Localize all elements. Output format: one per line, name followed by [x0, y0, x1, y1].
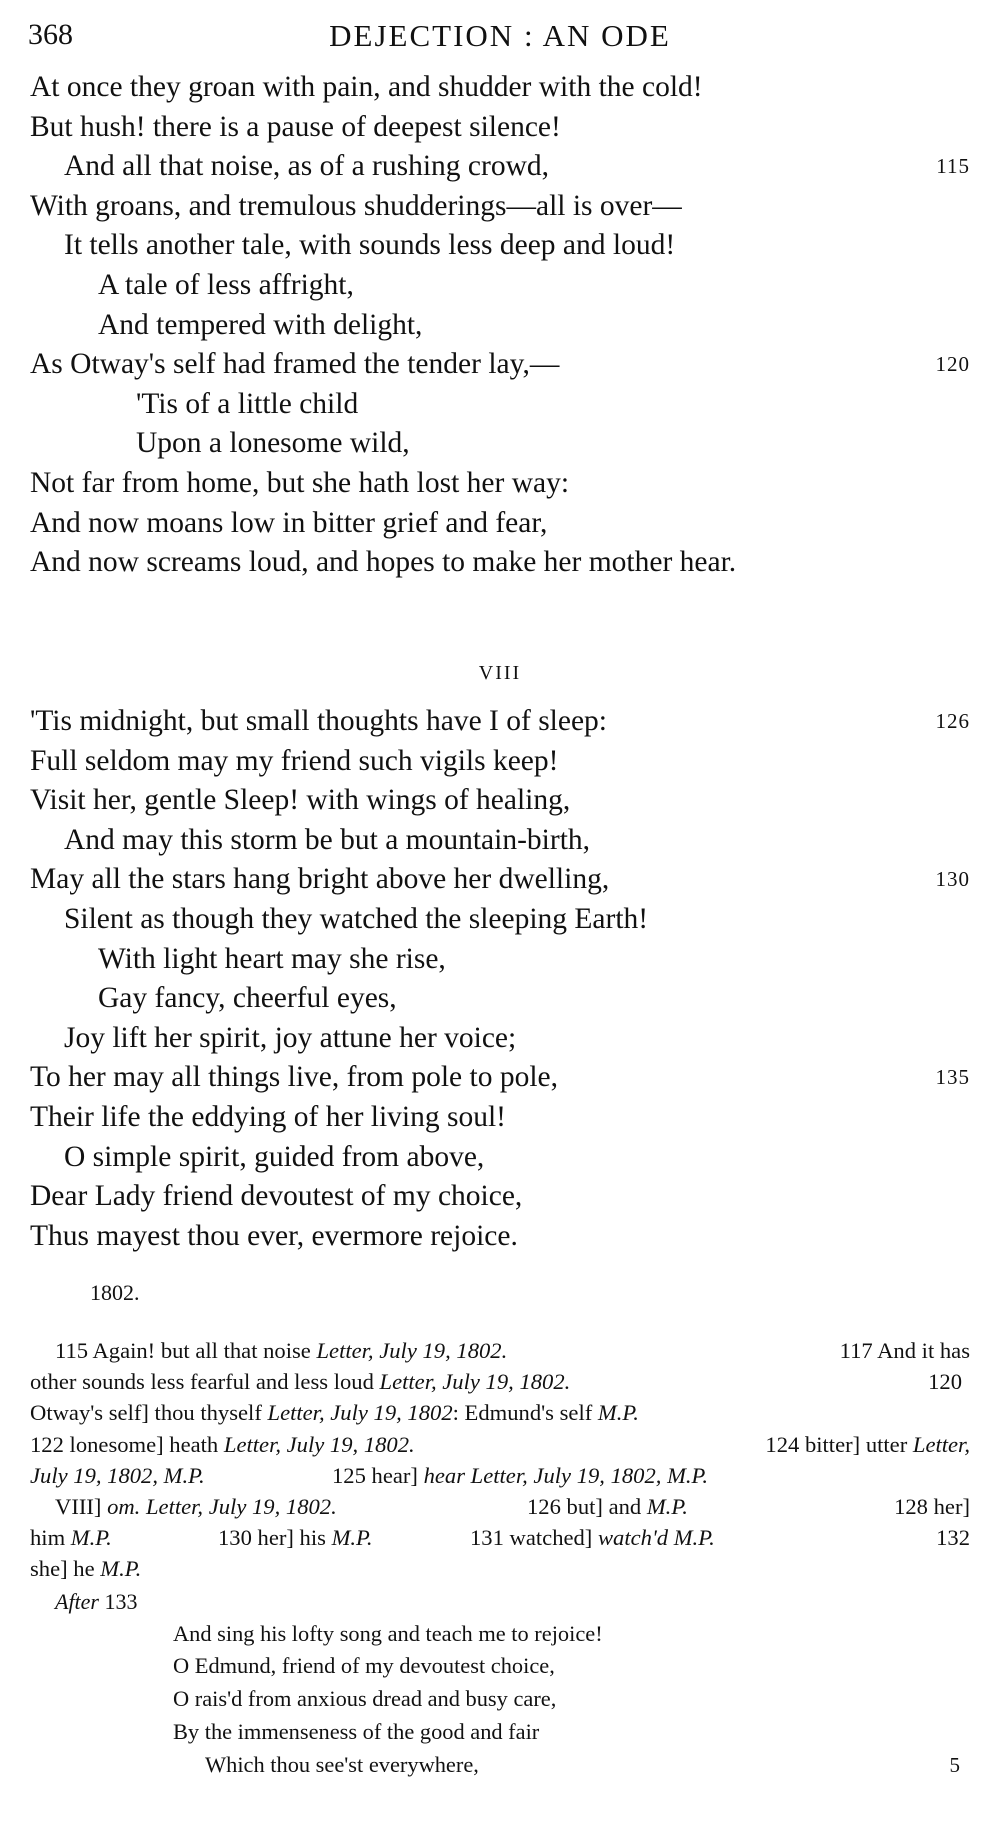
note-text: VIII] — [55, 1493, 108, 1519]
poem-line-text: Full seldom may my friend such vigils keep! — [30, 744, 559, 777]
poem-line-text: With light heart may she rise, — [98, 942, 446, 975]
poem-line-text: But hush! there is a pause of deepest silence! — [30, 110, 561, 143]
note-text: 115 Again! but all that noise — [55, 1338, 317, 1363]
poem-line — [30, 504, 970, 544]
line-number: 126 — [935, 709, 970, 733]
poem-line — [30, 1217, 970, 1257]
note-source: Letter, — [912, 1431, 970, 1457]
poem-line — [30, 187, 970, 227]
running-title: DEJECTION : AN ODE — [329, 18, 671, 53]
note-text: 125 hear] — [332, 1462, 424, 1488]
poem-line — [30, 742, 970, 782]
note-text: 126 but] and — [527, 1493, 647, 1519]
poem-line — [30, 543, 970, 583]
quoted-line — [30, 1683, 970, 1716]
line-number: 130 — [935, 867, 970, 892]
poem-line — [30, 1058, 970, 1098]
note-source: M.P. — [597, 1400, 639, 1426]
poem-stanza-viii — [30, 702, 970, 1256]
poem-line-text: As Otway's self had framed the tender lay,— — [30, 348, 560, 381]
poem-line — [30, 979, 970, 1019]
poem-line-text: Not far from home, but she hath lost her way: — [30, 466, 570, 499]
poem-line-text: Upon a lonesome wild, — [136, 427, 410, 460]
poem-line-text: It tells another tale, with sounds less deep and loud! — [64, 229, 676, 262]
note-text: 130 her] his — [218, 1525, 332, 1551]
poem-date: 1802. — [90, 1280, 140, 1305]
poem-line — [30, 385, 970, 425]
poem-line-text: And now moans low in bitter grief and fear, — [30, 506, 548, 539]
poem-line — [30, 226, 970, 266]
note-line — [30, 1335, 970, 1366]
running-head — [28, 14, 972, 62]
note-text: 120 — [928, 1369, 962, 1395]
poem-line-text: Visit her, gentle Sleep! with wings of healing, — [30, 784, 571, 817]
quoted-line — [30, 1618, 970, 1651]
poem-line — [30, 68, 970, 108]
note-text: 132 — [936, 1525, 970, 1551]
note-text: 131 watched] — [470, 1525, 598, 1551]
quoted-line — [30, 1749, 970, 1782]
poem-line-text: O simple spirit, guided from above, — [64, 1140, 485, 1173]
note-line — [30, 1397, 970, 1428]
poem-line — [30, 1098, 970, 1138]
note-source: M.P. — [331, 1525, 373, 1551]
poem-line-text: Their life the eddying of her living soul! — [30, 1100, 506, 1133]
note-line — [30, 1429, 970, 1460]
poem-line-text: 'Tis midnight, but small thoughts have I of sleep: — [30, 705, 608, 737]
poem-line-text: 'Tis of a little child — [136, 387, 359, 420]
poem-line — [30, 1138, 970, 1178]
note-source: watch'd M.P. — [597, 1525, 715, 1551]
note-text: Otway's self] thou thyself — [30, 1400, 268, 1426]
poem-line-text: And may this storm be but a mountain-birth, — [64, 823, 591, 856]
poem-line — [30, 266, 970, 306]
poem-stanza-vii-end — [30, 68, 970, 583]
poem-line — [30, 1019, 970, 1059]
poem-line-text: Dear Lady friend devoutest of my choice, — [30, 1180, 523, 1213]
note-line — [30, 1522, 970, 1553]
note-text: she] he — [30, 1556, 101, 1582]
poem-line — [30, 108, 970, 148]
poem-line — [30, 860, 970, 900]
poem-line-text: Joy lift her spirit, joy attune her voice; — [64, 1021, 517, 1054]
poem-line — [30, 1177, 970, 1217]
after-label — [30, 1585, 970, 1618]
poem-line-text: And all that noise, as of a rushing crowd, — [64, 150, 550, 183]
note-text: other sounds less fearful and less loud — [30, 1369, 380, 1395]
note-text: 122 lonesome] heath — [30, 1431, 224, 1457]
poem-line-text: Gay fancy, cheerful eyes, — [98, 982, 397, 1015]
line-number: 135 — [935, 1065, 970, 1090]
poem-line-text: And now screams loud, and hopes to make her mother hear. — [30, 546, 737, 579]
poem-line — [30, 781, 970, 821]
note-source: M.P. — [100, 1556, 142, 1582]
poem-line — [30, 147, 970, 187]
note-source: om. Letter, July 19, 1802. — [107, 1493, 337, 1519]
poem-line-text: And tempered with delight, — [98, 308, 423, 341]
stanza-heading: VIII — [478, 662, 522, 684]
poem-line-text: To her may all things live, from pole to pole, — [30, 1061, 559, 1094]
poem-line-text: With groans, and tremulous shudderings—all is over— — [30, 189, 682, 222]
note-line — [30, 1366, 970, 1397]
note-source: M.P. — [70, 1525, 112, 1551]
poem-line — [30, 821, 970, 861]
textual-notes — [30, 1335, 970, 1781]
note-text: 128 her] — [894, 1493, 970, 1519]
note-text: 117 And it has — [839, 1338, 970, 1363]
quoted-line-text: O rais'd from anxious dread and busy care, — [173, 1686, 557, 1712]
poem-line-text: Thus mayest thou ever, evermore rejoice. — [30, 1219, 518, 1252]
note-line — [30, 1491, 970, 1522]
note-source: July 19, 1802, M.P. — [30, 1462, 205, 1488]
poem-line — [30, 900, 970, 940]
quoted-line-text: Which thou see'st everywhere, — [205, 1751, 479, 1777]
note-source: Letter, July 19, 1802. — [223, 1431, 415, 1457]
poem-line-text: At once they groan with pain, and shudder with the cold! — [30, 71, 703, 103]
quoted-line — [30, 1716, 970, 1749]
poem-line — [30, 464, 970, 504]
poem-line — [30, 306, 970, 346]
poem-line — [30, 702, 970, 742]
note-source: hear Letter, July 19, 1802, M.P. — [423, 1462, 709, 1488]
note-source: Letter, July 19, 1802. — [316, 1338, 508, 1363]
poem-line-text: May all the stars hang bright above her dwelling, — [30, 863, 610, 896]
quoted-line-text: By the immenseness of the good and fair — [173, 1718, 540, 1744]
note-text: 133 — [99, 1588, 138, 1614]
note-source: Letter, July 19, 1802. — [379, 1369, 571, 1395]
note-source: Letter, July 19, 1802 — [267, 1400, 453, 1426]
note-line — [30, 1460, 970, 1491]
quoted-line — [30, 1650, 970, 1683]
poem-line — [30, 424, 970, 464]
line-number: 120 — [935, 352, 970, 377]
line-number: 115 — [936, 154, 970, 179]
note-text: : Edmund's self — [452, 1400, 598, 1426]
poem-line-text: A tale of less affright, — [98, 268, 354, 301]
line-number: 5 — [949, 1752, 960, 1777]
page-number: 368 — [28, 18, 73, 51]
quoted-line-text: O Edmund, friend of my devoutest choice, — [173, 1653, 555, 1679]
note-source: After — [55, 1588, 99, 1614]
poem-line — [30, 345, 970, 385]
poem-line — [30, 940, 970, 980]
note-text: him — [30, 1525, 71, 1551]
note-line — [30, 1553, 970, 1584]
quoted-line-text: And sing his lofty song and teach me to rejoice! — [173, 1620, 603, 1646]
note-source: M.P. — [646, 1493, 688, 1519]
quoted-variant-lines — [30, 1618, 970, 1782]
note-text: 124 bitter] utter — [765, 1431, 913, 1457]
poem-line-text: Silent as though they watched the sleeping Earth! — [64, 902, 649, 935]
